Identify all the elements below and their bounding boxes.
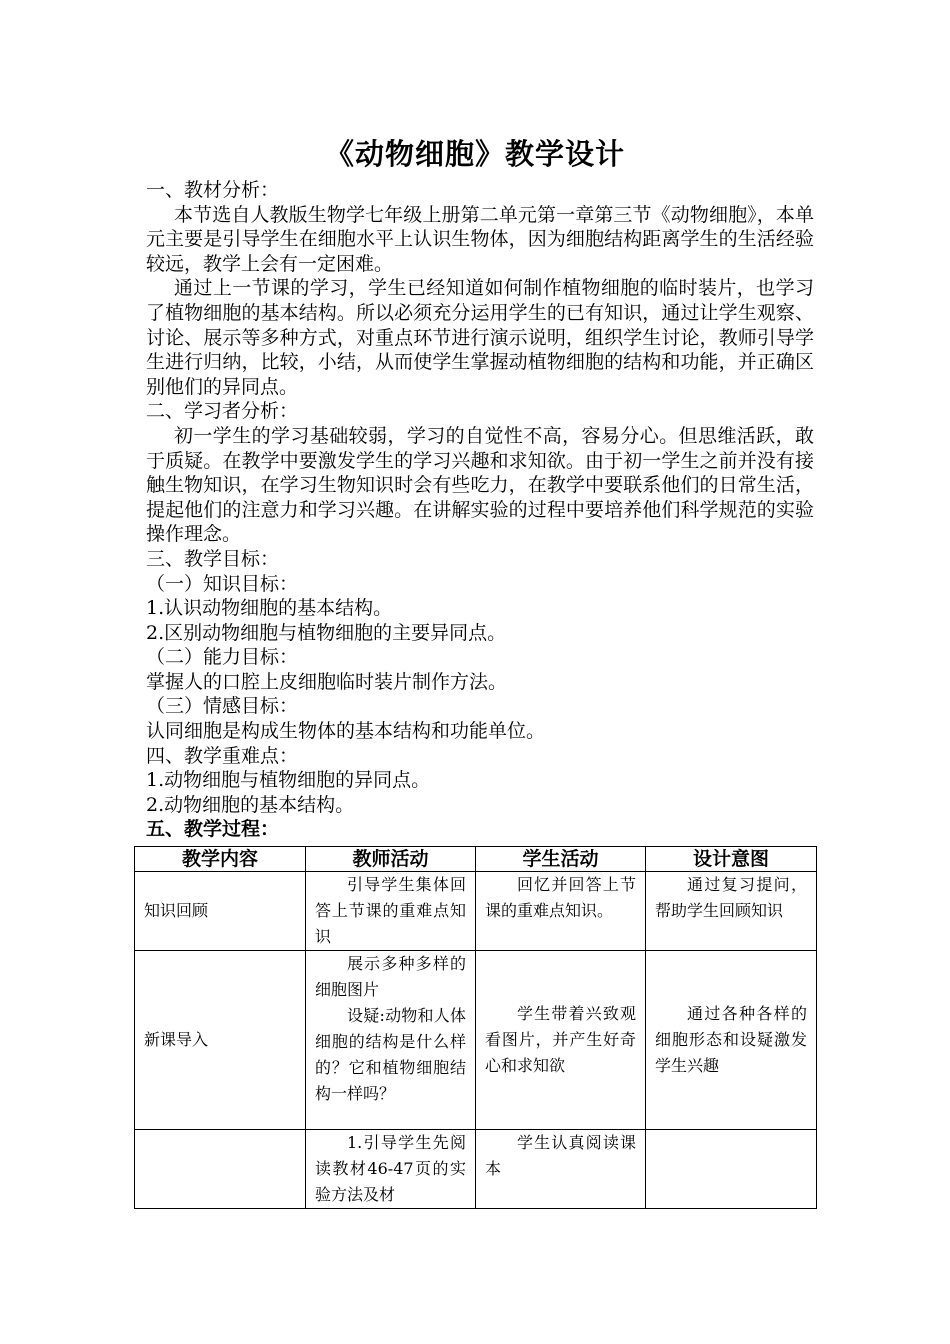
subheading: （二）能力目标： — [146, 646, 299, 669]
section-heading-3: 三、教学目标： — [146, 547, 280, 570]
list-item: 1.认识动物细胞的基本结构。 — [146, 597, 393, 620]
table-cell-content: 新课导入 — [135, 951, 306, 1130]
document-body — [146, 178, 814, 842]
table-cell-student: 学生认真阅读课本 — [476, 1130, 646, 1209]
section-heading-5: 五、教学过程： — [146, 818, 280, 841]
table-cell-intent — [646, 1130, 817, 1209]
paragraph: 通过上一节课的学习，学生已经知道如何制作植物细胞的临时装片，也学习了植物细胞的基本结构。所以必须充分运用学生的已有知识，通过让学生观察、讨论、展示等多种方式，对重点环节进行演示说明，组织学生讨论，教师引导学生进行归纳，比较，小结，从而使学生掌握动植物细胞的结构和功能，并正确区别他们的异同点。 — [146, 277, 814, 398]
paragraph: 初一学生的学习基础较弱，学习的自觉性不高，容易分心。但思维活跃，敢于质疑。在教学中要激发学生的学习兴趣和求知欲。由于初一学生之前并没有接触生物知识，在学习生物知识时会有些吃力，在教学中要联系他们的日常生活，提起他们的注意力和学习兴趣。在讲解实验的过程中要培养他们科学规范的实验操作理念。 — [146, 424, 814, 546]
table-cell-intent: 通过复习提问，帮助学生回顾知识 — [646, 872, 817, 951]
paragraph: 本节选自人教版生物学七年级上册第二单元第一章第三节《动物细胞》，本单元主要是引导学生在细胞水平上认识生物体，因为细胞结构距离学生的生活经验较远，教学上会有一定困难。 — [146, 203, 814, 275]
table-cell-student: 学生带着兴致观看图片，并产生好奇心和求知欲 — [476, 951, 646, 1130]
column-header: 教师活动 — [306, 847, 476, 872]
table-row — [135, 1130, 817, 1209]
section-heading-2: 二、学习者分析： — [146, 400, 299, 423]
list-item: 1.动物细胞与植物细胞的异同点。 — [146, 769, 431, 792]
table-cell-teacher: 引导学生集体回答上节课的重难点知识 — [306, 872, 476, 951]
column-header: 设计意图 — [646, 847, 817, 872]
subheading: （一）知识目标： — [146, 572, 299, 595]
teaching-process-table — [134, 846, 817, 1209]
column-header: 教学内容 — [135, 847, 306, 872]
table-cell-student: 回忆并回答上节课的重难点知识。 — [476, 872, 646, 951]
list-item: 掌握人的口腔上皮细胞临时装片制作方法。 — [146, 670, 508, 693]
subheading: （三）情感目标： — [146, 695, 299, 718]
list-item: 2.动物细胞的基本结构。 — [146, 793, 355, 816]
table-cell-teacher: 1.引导学生先阅读教材46-47页的实验方法及材 — [306, 1130, 476, 1209]
section-heading-1: 一、教材分析： — [146, 179, 280, 201]
list-item: 认同细胞是构成生物体的基本结构和功能单位。 — [146, 720, 546, 743]
table-row — [135, 872, 817, 951]
table-row — [135, 951, 817, 1130]
column-header: 学生活动 — [476, 847, 646, 872]
document-title: 《动物细胞》教学设计 — [324, 137, 625, 171]
table-cell-teacher: 展示多种多样的细胞图片 设疑:动物和人体细胞的结构是什么样的？它和植物细胞结构一样吗？ — [306, 951, 476, 1130]
table-cell-intent: 通过各种各样的细胞形态和设疑激发学生兴趣 — [646, 951, 817, 1130]
table-cell-content: 知识回顾 — [135, 872, 306, 951]
table-cell-content — [135, 1130, 306, 1209]
list-item: 2.区别动物细胞与植物细胞的主要异同点。 — [146, 621, 507, 644]
section-heading-4: 四、教学重难点： — [146, 744, 299, 767]
table-header-row — [135, 847, 817, 872]
